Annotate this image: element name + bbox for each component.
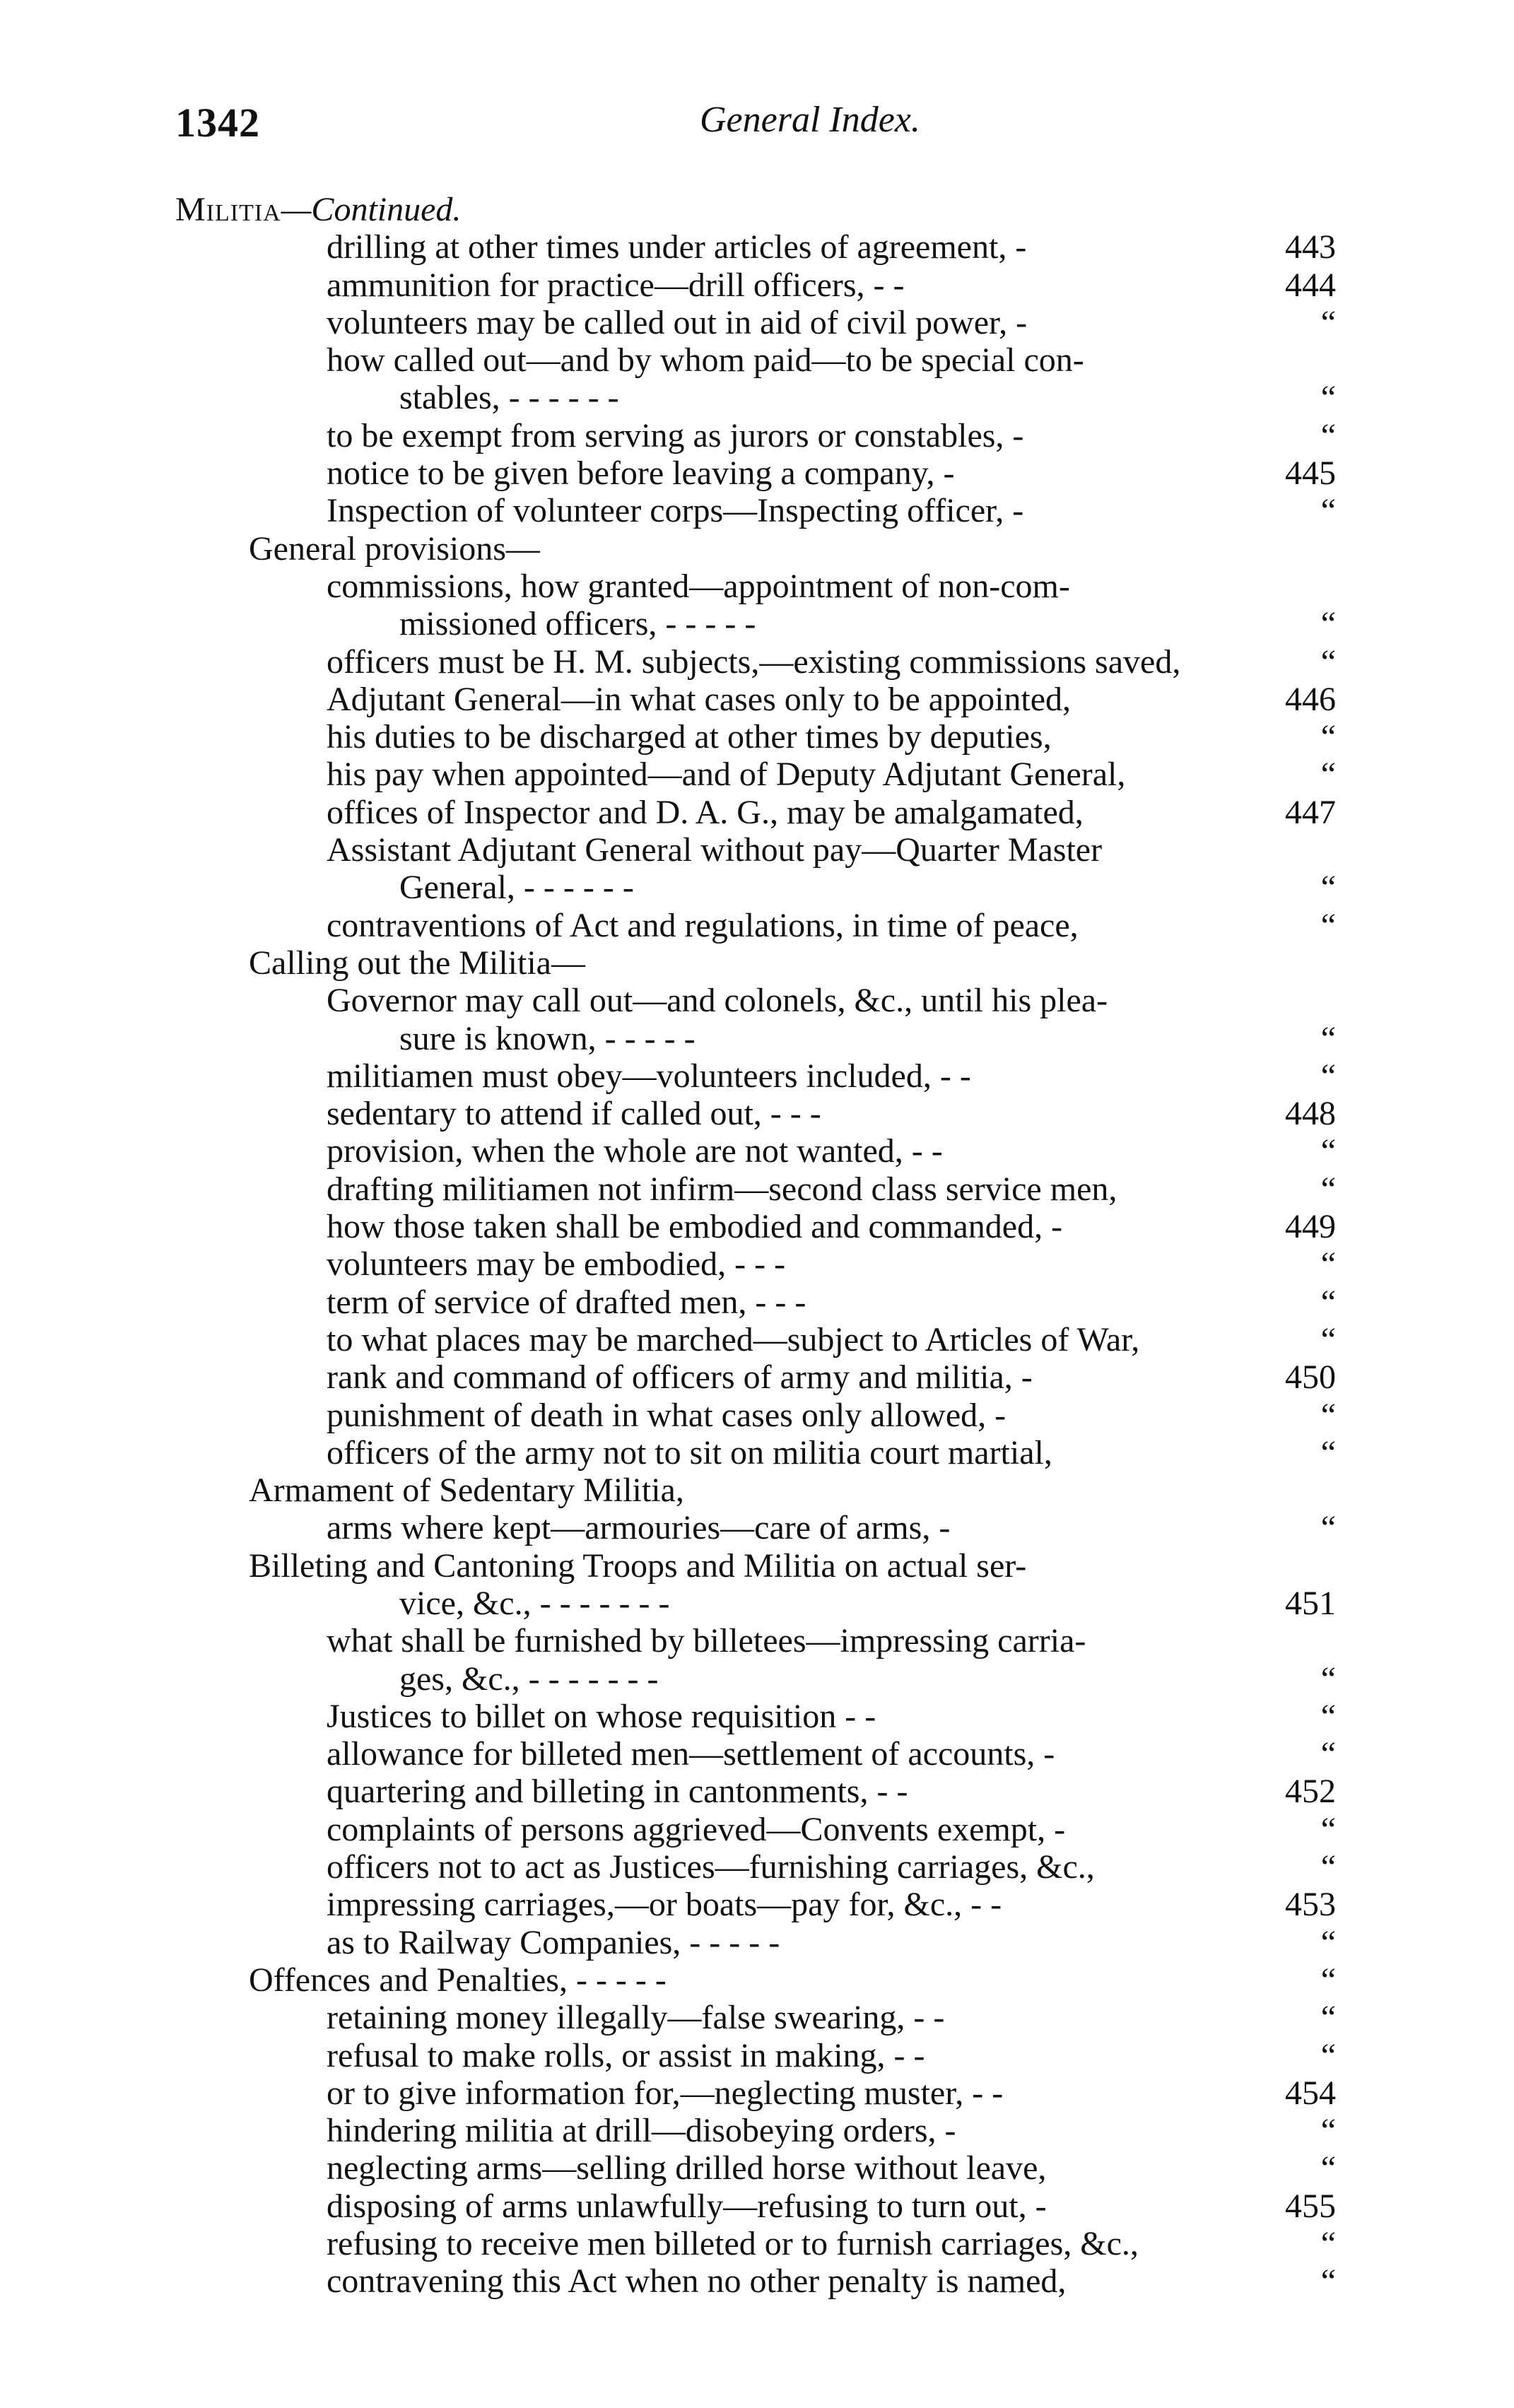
index-entry [0,1848,1514,1886]
entry-page-ref: “ [1320,1961,1336,1999]
entry-page-ref: “ [1320,1660,1336,1698]
entry-text: sedentary to attend if called out, - - - [327,1095,821,1133]
entry-page-ref: 445 [1285,454,1336,493]
index-entry [0,1397,1514,1434]
entry-text: to what places may be marched—subject to Articles of War, [327,1320,1140,1358]
entry-text: officers must be H. M. subjects,—existing commissions saved, [327,642,1181,681]
entry-text: Billeting and Cantoning Troops and Militia on actual ser- [249,1546,1027,1585]
entry-page-ref: 444 [1285,266,1336,304]
entry-page-ref: “ [1320,756,1336,794]
index-entry [0,718,1514,756]
entry-text: retaining money illegally—false swearing, - - [327,1999,945,2037]
entry-page-ref: “ [1320,1283,1336,1321]
index-entry [0,341,1514,379]
entry-page-ref: 448 [1285,1095,1336,1133]
entry-page-ref: “ [1320,2149,1336,2187]
entry-page-ref: “ [1320,1509,1336,1547]
index-entry [0,794,1514,831]
index-entry [0,605,1514,642]
entry-text: punishment of death in what cases only allowed, - [327,1396,1007,1434]
index-entry [0,1472,1514,1509]
entry-page-ref: 453 [1285,1886,1336,1924]
entry-page-ref: “ [1320,1320,1336,1358]
index-entry [0,1020,1514,1057]
entry-text: impressing carriages,—or boats—pay for, &c., - - [327,1886,1002,1924]
index-entry [0,1961,1514,1999]
entry-text: complaints of persons aggrieved—Convents exempt, - [327,1810,1066,1848]
entry-text: how those taken shall be embodied and commanded, - [327,1208,1063,1246]
entry-page-ref: 454 [1285,2074,1336,2112]
index-entry [0,1509,1514,1546]
entry-text: rank and command of officers of army and militia, - [327,1358,1033,1397]
entry-page-ref: 455 [1285,2187,1336,2225]
heading-continued: —Continued. [281,191,462,228]
entry-page-ref: 450 [1285,1358,1336,1397]
index-entry [0,228,1514,266]
entry-text: ammunition for practice—drill officers, - - [327,266,905,304]
index-entry [0,1358,1514,1396]
entry-text: his pay when appointed—and of Deputy Adjutant General, [327,756,1126,794]
entry-text: drilling at other times under articles of agreement, - [327,228,1027,266]
entry-text: officers not to act as Justices—furnishing carriages, &c., [327,1848,1095,1886]
index-entry [0,1924,1514,1961]
entry-text: arms where kept—armouries—care of arms, - [327,1509,951,1547]
entry-page-ref: “ [1320,1848,1336,1886]
entry-text: provision, when the whole are not wanted, - - [327,1132,943,1170]
entry-text: or to give information for,—neglecting muster, - - [327,2074,1004,2112]
index-entry [0,982,1514,1019]
entry-page-ref: 449 [1285,1208,1336,1246]
entry-page-ref: “ [1320,1019,1336,1057]
index-entry [0,1999,1514,2036]
entry-text: term of service of drafted men, - - - [327,1283,806,1321]
index-entry [0,2225,1514,2262]
entry-page-ref: “ [1320,416,1336,454]
index-entry [0,417,1514,454]
entry-page-ref: “ [1320,906,1336,944]
entry-text: notice to be given before leaving a company, - [327,454,955,493]
index-entry [0,1698,1514,1735]
index-entry [0,643,1514,681]
index-list [0,191,1514,2301]
entry-text: volunteers may be called out in aid of civil power, - [327,303,1028,341]
entry-page-ref: “ [1320,1132,1336,1170]
entry-page-ref: “ [1320,605,1336,643]
entry-text: as to Railway Companies, - - - - - [327,1923,780,1961]
entry-text: volunteers may be embodied, - - - [327,1245,786,1284]
entry-text: General provisions— [249,529,540,568]
index-entry [0,2149,1514,2187]
entry-page-ref: “ [1320,2262,1336,2301]
index-entry [0,2262,1514,2300]
entry-page-ref: 443 [1285,228,1336,266]
entry-page-ref: “ [1320,492,1336,530]
entry-text: contravening this Act when no other penalty is named, [327,2262,1067,2301]
entry-page-ref: “ [1320,869,1336,907]
index-entry [0,2187,1514,2225]
entry-page-ref: “ [1320,1697,1336,1735]
index-entry [0,2037,1514,2074]
index-entry [0,681,1514,718]
entry-text: sure is known, - - - - - [399,1019,696,1057]
index-entry [0,1735,1514,1773]
entry-text: commissions, how granted—appointment of non-com- [327,567,1070,605]
index-entry [0,1170,1514,1208]
index-entry [0,1434,1514,1472]
index-entry [0,756,1514,793]
entry-page-ref: 446 [1285,680,1336,718]
entry-page-ref: “ [1320,1999,1336,2037]
index-entry [0,1057,1514,1095]
entry-text: neglecting arms—selling drilled horse without leave, [327,2149,1047,2187]
index-entry [0,907,1514,944]
entry-text: contraventions of Act and regulations, in time of peace, [327,906,1079,944]
index-entry [0,869,1514,906]
entry-page-ref: “ [1320,2036,1336,2074]
index-entry [0,1284,1514,1321]
entry-page-ref: “ [1320,379,1336,417]
entry-text: ges, &c., - - - - - - - [399,1660,659,1698]
entry-text: stables, - - - - - - [399,379,619,417]
index-entry [0,1773,1514,1810]
entry-text: militiamen must obey—volunteers included, - - [327,1057,971,1095]
entry-text: refusing to receive men billeted or to furnish carriages, &c., [327,2225,1139,2263]
index-entry [0,266,1514,304]
entry-page-ref: “ [1320,1170,1336,1208]
index-entry [0,1886,1514,1923]
index-entry [0,379,1514,416]
entry-page-ref: “ [1320,303,1336,341]
index-entry [0,304,1514,341]
index-entry [0,944,1514,982]
index-entry [0,568,1514,605]
index-entry [0,530,1514,568]
entry-page-ref: “ [1320,1810,1336,1848]
index-entry [0,831,1514,869]
index-entry [0,454,1514,492]
index-entry [0,1321,1514,1358]
index-entry [0,2112,1514,2149]
entry-text: hindering militia at drill—disobeying orders, - [327,2112,956,2150]
index-entry [0,1660,1514,1698]
entry-text: Justices to billet on whose requisition - - [327,1697,876,1735]
index-entry [0,1245,1514,1283]
entry-text: Adjutant General—in what cases only to be appointed, [327,680,1072,718]
index-entry [0,1208,1514,1245]
page-number: 1342 [175,100,260,146]
heading-word: Militia [175,191,281,228]
entry-page-ref: “ [1320,1923,1336,1961]
index-entry [0,1095,1514,1132]
entry-page-ref: “ [1320,2225,1336,2263]
entry-text: disposing of arms unlawfully—refusing to turn out, - [327,2187,1047,2225]
entry-text: drafting militiamen not infirm—second class service men, [327,1170,1117,1208]
entry-page-ref: 447 [1285,793,1336,831]
index-entry [0,1811,1514,1848]
entry-text: allowance for billeted men—settlement of accounts, - [327,1735,1055,1773]
entry-text: missioned officers, - - - - - [399,605,756,643]
entry-text: refusal to make rolls, or assist in making, - - [327,2036,925,2074]
entry-text: what shall be furnished by billetees—impressing carria- [327,1622,1086,1660]
entry-text: vice, &c., - - - - - - - [399,1584,670,1622]
entry-text: Offences and Penalties, - - - - - [249,1961,667,1999]
entry-text: to be exempt from serving as jurors or constables, - [327,416,1024,454]
entry-page-ref: “ [1320,1396,1336,1434]
entry-text: quartering and billeting in cantonments, - - [327,1773,908,1811]
index-heading [0,191,1514,228]
entry-page-ref: “ [1320,1245,1336,1284]
entry-page-ref: “ [1320,1433,1336,1472]
index-entry [0,1622,1514,1660]
entry-text: Calling out the Militia— [249,944,585,982]
entry-text: his duties to be discharged at other times by deputies, [327,718,1052,756]
entry-page-ref: “ [1320,1735,1336,1773]
index-entry [0,1547,1514,1585]
entry-page-ref: “ [1320,2112,1336,2150]
entry-text: Armament of Sedentary Militia, [249,1472,684,1510]
entry-page-ref: 451 [1285,1584,1336,1622]
entry-page-ref: “ [1320,718,1336,756]
entry-page-ref: “ [1320,642,1336,681]
entry-page-ref: “ [1320,1057,1336,1095]
entry-text: Assistant Adjutant General without pay—Quarter Master [327,831,1103,869]
entry-text: General, - - - - - - [399,869,634,907]
index-entry [0,1585,1514,1622]
entry-text: offices of Inspector and D. A. G., may be amalgamated, [327,793,1084,831]
index-entry [0,1132,1514,1170]
index-entry [0,492,1514,529]
index-entry [0,2074,1514,2112]
entry-text: Governor may call out—and colonels, &c., until his plea- [327,982,1108,1020]
running-title: General Index. [700,100,920,140]
entry-text: how called out—and by whom paid—to be special con- [327,341,1084,380]
entry-text: officers of the army not to sit on militia court martial, [327,1433,1052,1472]
entry-text: Inspection of volunteer corps—Inspecting officer, - [327,492,1024,530]
entry-page-ref: 452 [1285,1773,1336,1811]
